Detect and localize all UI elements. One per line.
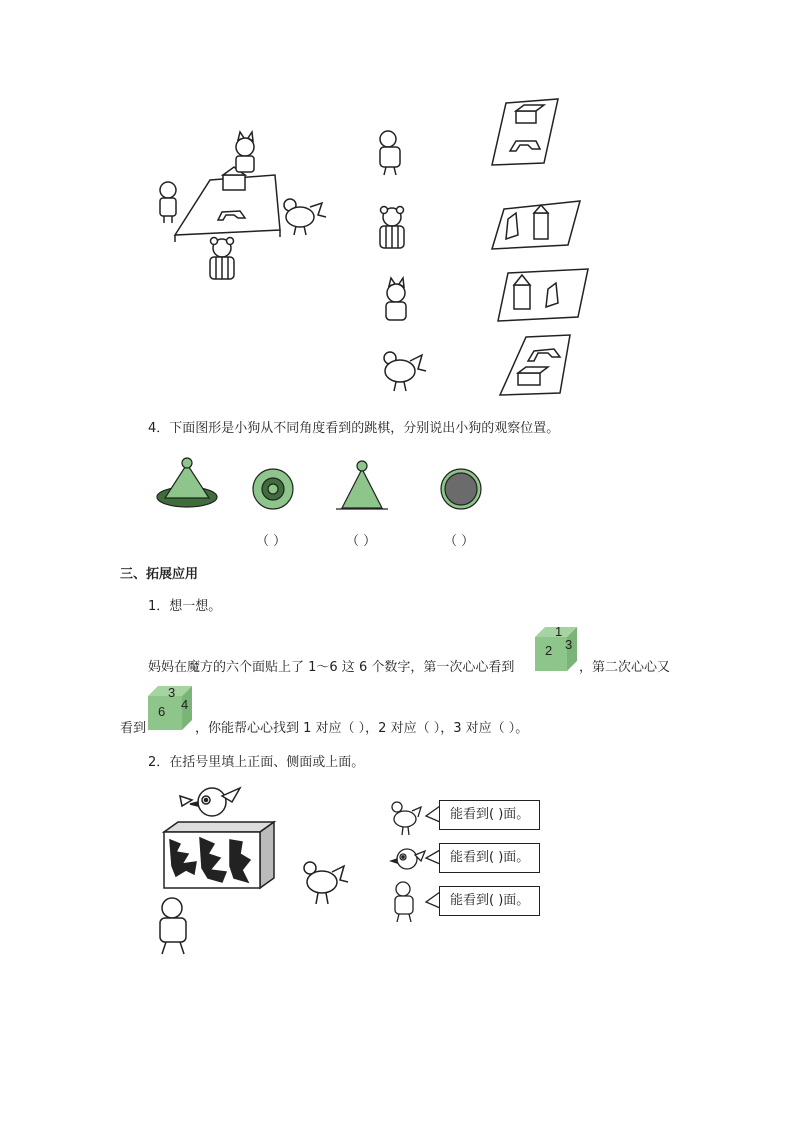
duck-icon bbox=[160, 898, 186, 954]
table-icon bbox=[175, 167, 280, 242]
answer-blank[interactable]: （ ） bbox=[256, 534, 287, 549]
duck-icon bbox=[395, 882, 413, 922]
checker-piece-icon bbox=[336, 461, 388, 509]
rooster-icon bbox=[304, 862, 348, 904]
duck-icon bbox=[160, 182, 176, 223]
cube-front-number: 6 bbox=[158, 704, 166, 719]
section-heading: 三、拓展应用 bbox=[120, 567, 199, 582]
question-2-label: 2．在括号里填上正面、侧面或上面。 bbox=[148, 755, 365, 770]
cat-icon bbox=[386, 278, 406, 320]
cube-side-number: 3 bbox=[565, 637, 573, 652]
box-scene-figure bbox=[150, 780, 355, 965]
speech-bubble: 能看到( )面。 bbox=[439, 843, 540, 873]
animal-column bbox=[370, 125, 430, 400]
rooster-icon bbox=[284, 199, 326, 235]
patterned-box-icon bbox=[164, 822, 274, 888]
question-1-line1-a: 妈妈在魔方的六个面贴上了 1～6 这 6 个数字，第一次心心看到 bbox=[148, 660, 515, 675]
bird-icon bbox=[391, 849, 425, 869]
block-card-icon bbox=[500, 335, 570, 395]
answer-blank[interactable]: （ ） bbox=[444, 534, 475, 549]
block-card-icon bbox=[492, 99, 558, 165]
block-card-icon bbox=[492, 201, 580, 249]
bear-icon bbox=[380, 207, 404, 249]
question-1-line2-b: ，你能帮心心找到 1 对应（ ），2 对应（ ），3 对应（ ）。 bbox=[195, 721, 529, 736]
cat-icon bbox=[236, 132, 254, 172]
question-4-text: 4．下面图形是小狗从不同角度看到的跳棋，分别说出小狗的观察位置。 bbox=[148, 421, 560, 436]
cube-top-number: 3 bbox=[168, 685, 176, 700]
question-1-line2-a: 看到 bbox=[120, 721, 147, 736]
table-scene-figure bbox=[150, 125, 330, 290]
rooster-icon bbox=[392, 802, 421, 835]
cube-view-1 bbox=[535, 624, 577, 671]
cube-front-number: 2 bbox=[545, 643, 553, 658]
speech-bubble: 能看到( )面。 bbox=[439, 886, 540, 916]
bear-icon bbox=[210, 238, 234, 280]
cube-top-number: 1 bbox=[555, 624, 563, 639]
checker-piece-icon bbox=[441, 469, 481, 509]
question-1-label: 1．想一想。 bbox=[148, 599, 222, 614]
checker-views bbox=[150, 452, 495, 517]
bird-icon bbox=[180, 788, 240, 816]
view-cards bbox=[488, 95, 593, 400]
speech-bubble: 能看到( )面。 bbox=[439, 800, 540, 830]
checker-piece-icon bbox=[253, 469, 293, 509]
rooster-icon bbox=[384, 352, 426, 391]
cube-side-number: 4 bbox=[181, 697, 189, 712]
duck-icon bbox=[380, 131, 400, 175]
question-1-line1-b: ，第二次心心又 bbox=[579, 660, 671, 675]
block-card-icon bbox=[498, 269, 588, 321]
cube-view-2 bbox=[148, 686, 192, 730]
checker-piece-icon bbox=[157, 458, 217, 507]
answer-blank[interactable]: （ ） bbox=[346, 534, 377, 549]
